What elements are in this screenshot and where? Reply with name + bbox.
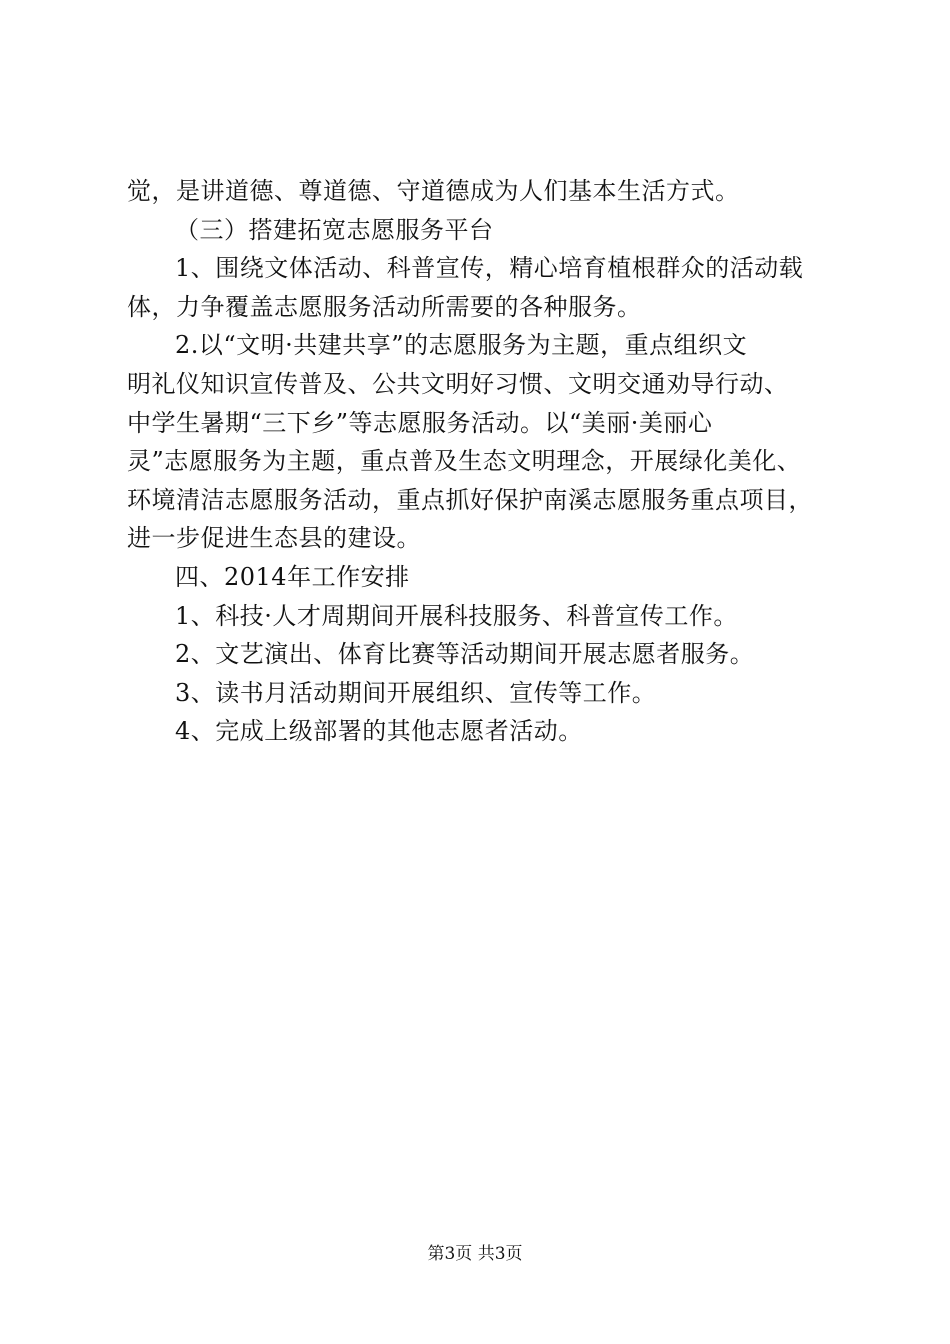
page-number-footer: 第3页 共3页 [427,1244,523,1264]
section-heading: （三）搭建拓宽志愿服务平台 [175,215,494,244]
paragraph-line: 觉，是讲道德、尊道德、守道德成为人们基本生活方式。 [127,177,740,205]
document-body [127,172,837,751]
paragraph-line: 进一步促进生态县的建设。 [127,524,421,553]
paragraph-line: 环境清洁志愿服务活动，重点抓好保护南溪志愿服务重点项目， [127,485,813,514]
list-item: 2、文艺演出、体育比赛等活动期间开展志愿者服务。 [175,640,755,669]
list-item: 1、科技·人才周期间开展科技服务、科普宣传工作。 [175,601,738,630]
paragraph-line: 1、围绕文体活动、科普宣传，精心培育植根群众的活动载 [175,254,804,283]
paragraph-line: 明礼仪知识宣传普及、公共文明好习惯、文明交通劝导行动、 [127,369,789,398]
list-item: 4、完成上级部署的其他志愿者活动。 [175,717,583,746]
paragraph-line: 体，力争覆盖志愿服务活动所需要的各种服务。 [127,292,642,321]
paragraph-line: 灵”志愿服务为主题，重点普及生态文明理念，开展绿化美化、 [127,447,802,476]
section-heading: 四、2014年工作安排 [175,562,410,591]
list-item: 3、读书月活动期间开展组织、宣传等工作。 [175,678,657,707]
paragraph-line: 2.以“文明·共建共享”的志愿服务为主题，重点组织文 [175,331,748,360]
paragraph-line: 中学生暑期“三下乡”等志愿服务活动。以“美丽·美丽心 [127,408,713,437]
